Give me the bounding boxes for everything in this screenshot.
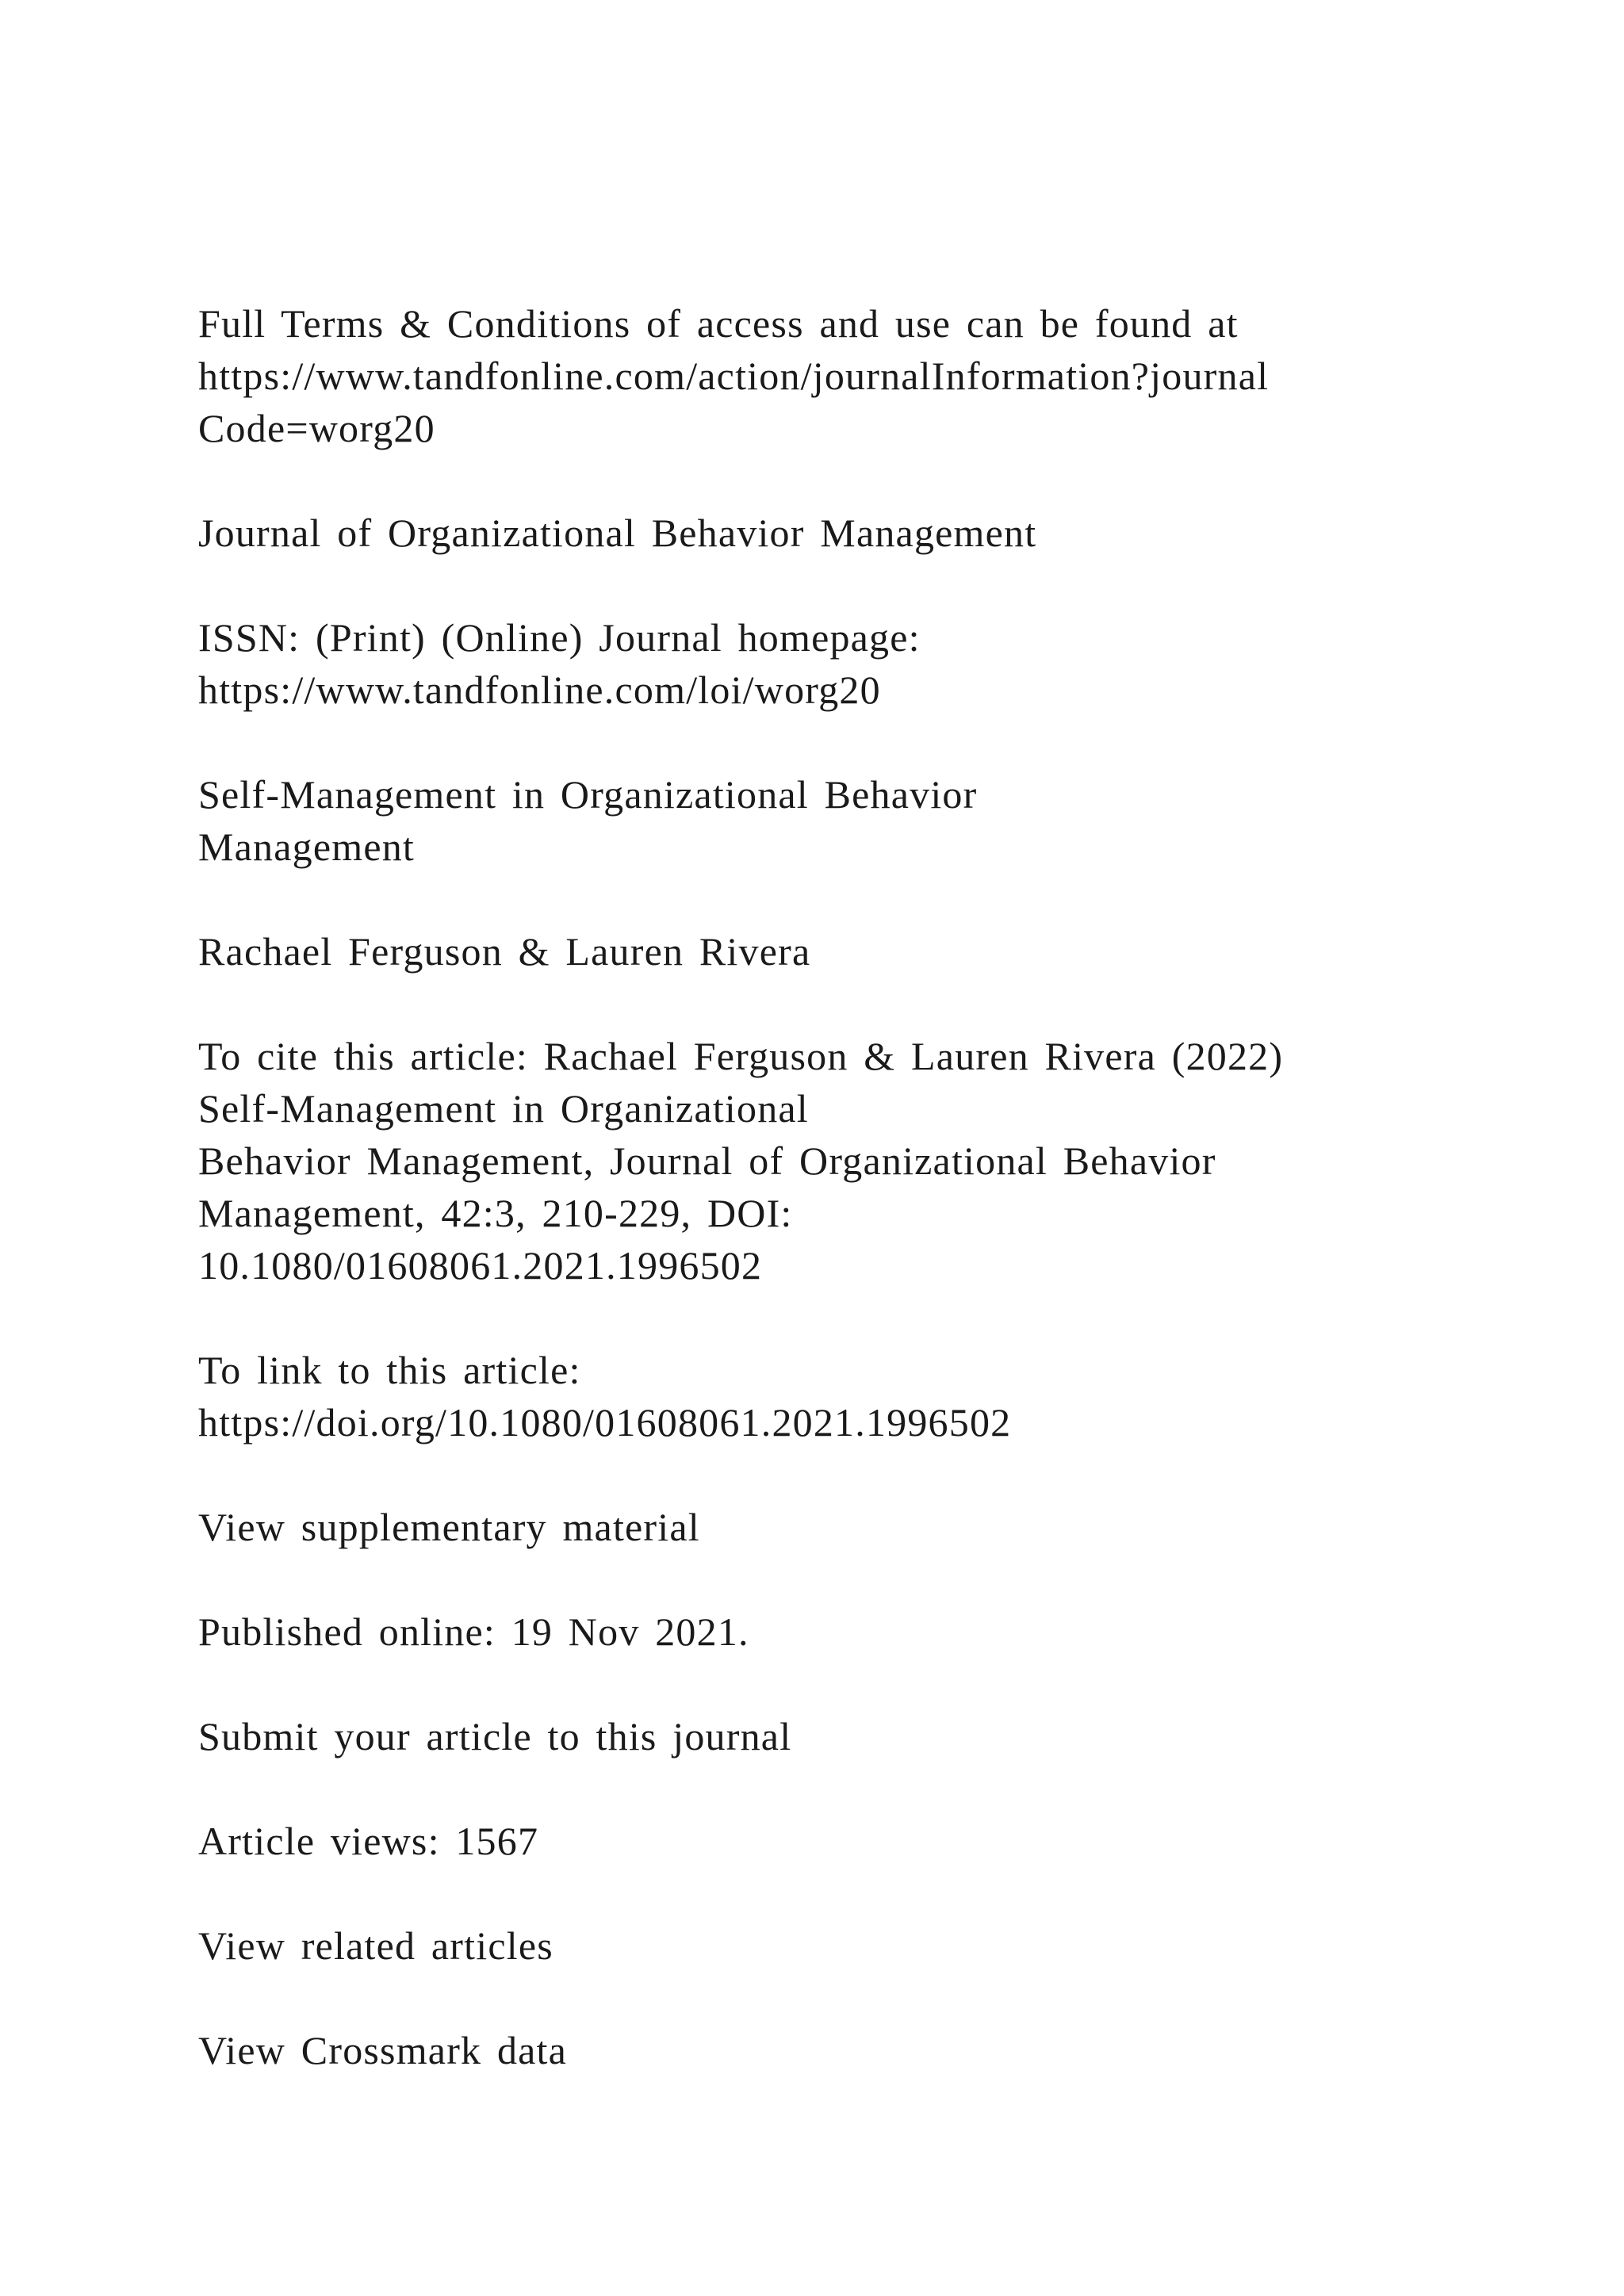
crossmark-block (198, 2024, 1546, 2076)
article-link-block (198, 1344, 1546, 1448)
submit-article-link[interactable]: Submit your article to this journal (198, 1714, 792, 1758)
submit-block (198, 1710, 1546, 1762)
view-crossmark-link[interactable]: View Crossmark data (198, 2028, 568, 2072)
document-body (198, 297, 1546, 2129)
terms-url-line2[interactable]: Code=worg20 (198, 406, 435, 450)
view-supplementary-link[interactable]: View supplementary material (198, 1505, 700, 1549)
issn-text: ISSN: (Print) (Online) Journal homepage: (198, 615, 921, 660)
citation-line4: Management, 42:3, 210-229, DOI: (198, 1191, 793, 1235)
citation-doi: 10.1080/01608061.2021.1996502 (198, 1243, 763, 1288)
citation-line1: To cite this article: Rachael Ferguson & Lauren Rivera (2022) (198, 1034, 1284, 1078)
published-block (198, 1605, 1546, 1658)
journal-title: Journal of Organizational Behavior Management (198, 511, 1037, 555)
terms-url-line1[interactable]: https://www.tandfonline.com/action/journalInformation?journal (198, 354, 1270, 398)
terms-block (198, 297, 1546, 454)
journal-homepage-link[interactable]: https://www.tandfonline.com/loi/worg20 (198, 668, 881, 712)
citation-block (198, 1030, 1546, 1292)
citation-line2: Self-Management in Organizational (198, 1086, 809, 1131)
supplementary-block (198, 1501, 1546, 1553)
published-date: Published online: 19 Nov 2021. (198, 1609, 749, 1654)
article-title-line2: Management (198, 825, 416, 869)
issn-block (198, 611, 1546, 716)
article-link-label: To link to this article: (198, 1348, 581, 1392)
views-block (198, 1815, 1546, 1867)
authors-block (198, 925, 1546, 978)
article-title-block (198, 768, 1546, 873)
article-authors: Rachael Ferguson & Lauren Rivera (198, 929, 811, 974)
article-title-line1: Self-Management in Organizational Behavior (198, 772, 978, 817)
article-doi-link[interactable]: https://doi.org/10.1080/01608061.2021.1996502 (198, 1400, 1012, 1445)
related-block (198, 1919, 1546, 1972)
view-related-link[interactable]: View related articles (198, 1923, 553, 1968)
article-views: Article views: 1567 (198, 1819, 539, 1863)
citation-line3: Behavior Management, Journal of Organizational Behavior (198, 1138, 1216, 1183)
terms-text: Full Terms & Conditions of access and use can be found at (198, 301, 1239, 346)
journal-title-block (198, 507, 1546, 559)
